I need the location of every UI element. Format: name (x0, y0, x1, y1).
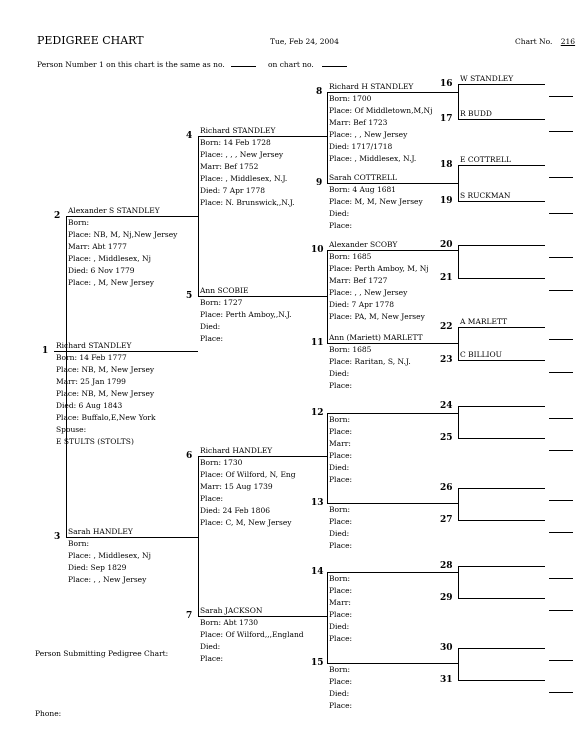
person-detail: Place: (200, 654, 224, 663)
person-detail: Spouse: (56, 425, 87, 434)
person-detail: Place: M, M, New Jersey (329, 197, 423, 206)
person-detail: Born: (68, 539, 89, 548)
person-detail: Place: (329, 586, 353, 595)
continuation-blank (549, 692, 573, 693)
person-detail: Died: 6 Aug 1843 (56, 401, 123, 410)
person-detail: Born: (329, 415, 350, 424)
person-number: 1 (42, 346, 49, 356)
person-detail: Born: Abt 1730 (200, 618, 259, 627)
person-name: Sarah JACKSON (200, 606, 263, 615)
connector-8-9 (327, 92, 328, 183)
person-detail: Place: (329, 517, 353, 526)
person-detail: Place: , , New Jersey (68, 575, 147, 584)
person-name: Alexander SCOBY (329, 240, 398, 249)
person-detail: Marr: (329, 439, 351, 448)
person-detail: Place: , Middlesex, N.J. (329, 154, 417, 163)
person-number: 7 (186, 611, 193, 621)
connector-gen5 (458, 84, 459, 119)
person-name: Richard H STANDLEY (329, 82, 414, 91)
person-detail: Marr: 15 Aug 1739 (200, 482, 273, 491)
person-detail: Place: PA, M, New Jersey (329, 312, 425, 321)
person-detail: Died: Sep 1829 (68, 563, 127, 572)
person-detail: Died: 1717/1718 (329, 142, 393, 151)
person-detail: Place: (329, 610, 353, 619)
continuation-blank (549, 372, 573, 373)
person-detail: Born: (329, 665, 350, 674)
person-number: 26 (440, 483, 453, 493)
person-name: Alexander S STANDLEY (68, 206, 160, 215)
person-detail: Place: , , New Jersey (329, 130, 408, 139)
person-line (458, 438, 545, 439)
person-detail: Died: (329, 689, 350, 698)
person-detail: Died: (329, 622, 350, 631)
connector-gen5 (458, 245, 459, 278)
person-detail: Born: (329, 505, 350, 514)
person-number: 5 (186, 291, 193, 301)
person-detail: Died: 6 Nov 1779 (68, 266, 135, 275)
person-detail: Place: (200, 494, 224, 503)
connector-gen5 (458, 327, 459, 360)
same-as-text: Person Number 1 on this chart is the same as no. (37, 60, 225, 69)
continuation-blank (549, 532, 573, 533)
person-detail: Died: (329, 369, 350, 378)
phone-label: Phone: (35, 709, 62, 718)
person-line (458, 598, 545, 599)
connector-14-15 (327, 572, 328, 663)
on-chart-blank (322, 58, 347, 67)
person-number: 17 (440, 114, 453, 124)
person-detail: Marr: (329, 598, 351, 607)
continuation-blank (549, 339, 573, 340)
person-detail: Place: , Middlesex, Nj (68, 254, 151, 263)
chart-number: 216 (560, 37, 576, 46)
person-line (458, 680, 545, 681)
person-detail: Marr: Bef 1727 (329, 276, 388, 285)
person-detail: Place: Buffalo,E,New York (56, 413, 156, 422)
submitter-label: Person Submitting Pedigree Chart: (35, 649, 169, 658)
person-number: 2 (54, 211, 61, 221)
person-name: S RUCKMAN (460, 191, 511, 200)
person-line (458, 278, 545, 279)
connector-gen5 (458, 406, 459, 438)
person-number: 22 (440, 322, 453, 332)
person-number: 3 (54, 532, 61, 542)
person-detail: Died: (200, 322, 221, 331)
person-detail: Marr: 25 Jan 1799 (56, 377, 126, 386)
person-detail: Place: (329, 677, 353, 686)
connector-gen5 (458, 566, 459, 598)
person-number: 14 (311, 567, 324, 577)
same-as-row (37, 58, 256, 71)
person-line (458, 566, 545, 567)
person-detail: Marr: Bef 1752 (200, 162, 259, 171)
person-number: 16 (440, 79, 453, 89)
person-number: 28 (440, 561, 453, 571)
connector-2-3 (66, 216, 67, 537)
person-detail: E STULTS (STOLTS) (56, 437, 134, 446)
continuation-blank (549, 500, 573, 501)
continuation-blank (549, 578, 573, 579)
person-number: 15 (311, 658, 324, 668)
person-name: A MARLETT (460, 317, 508, 326)
person-number: 18 (440, 160, 453, 170)
person-number: 25 (440, 433, 453, 443)
person-detail: Place: , , New Jersey (329, 288, 408, 297)
person-detail: Place: , , , New Jersey (200, 150, 284, 159)
chart-date: Tue, Feb 24, 2004 (270, 37, 339, 46)
continuation-blank (549, 131, 573, 132)
person-name: C BILLIOU (460, 350, 502, 359)
person-number: 6 (186, 451, 193, 461)
person-number: 8 (316, 87, 323, 97)
connector-gen5 (458, 165, 459, 201)
person-number: 11 (311, 338, 324, 348)
person-detail: Place: (329, 475, 353, 484)
person-detail: Place: Of Wilford,,,England (200, 630, 304, 639)
person-line (458, 245, 545, 246)
same-as-blank (231, 58, 256, 67)
continuation-blank (549, 610, 573, 611)
person-detail: Died: 7 Apr 1778 (329, 300, 394, 309)
person-line (458, 648, 545, 649)
person-detail: Place: (329, 221, 353, 230)
chart-title: PEDIGREE CHART (37, 34, 144, 47)
person-number: 20 (440, 240, 453, 250)
person-detail: Place: , Middlesex, N.J. (200, 174, 288, 183)
person-detail: Born: 1685 (329, 345, 372, 354)
continuation-blank (549, 418, 573, 419)
on-chart-row (268, 58, 347, 71)
continuation-blank (549, 660, 573, 661)
person-name: Sarah COTTRELL (329, 173, 397, 182)
person-detail: Place: Perth Amboy,,N.J. (200, 310, 292, 319)
person-detail: Place: Perth Amboy, M, Nj (329, 264, 429, 273)
continuation-blank (549, 213, 573, 214)
connector-6-7 (198, 456, 199, 616)
continuation-blank (549, 450, 573, 451)
connector-gen5 (458, 488, 459, 520)
connector-12-13 (327, 413, 328, 503)
person-detail: Born: 1727 (200, 298, 243, 307)
person-detail: Place: (329, 451, 353, 460)
person-number: 31 (440, 675, 453, 685)
person-detail: Place: Of Middletown,M,Nj (329, 106, 433, 115)
continuation-blank (549, 257, 573, 258)
person-line (458, 488, 545, 489)
continuation-blank (549, 96, 573, 97)
person-detail: Died: (329, 209, 350, 218)
person-detail: Place: Raritan, S, N.J. (329, 357, 411, 366)
person-number: 4 (186, 131, 193, 141)
person-detail: Born: (68, 218, 89, 227)
person-detail: Born: 14 Feb 1777 (56, 353, 127, 362)
person-detail: Died: 7 Apr 1778 (200, 186, 265, 195)
person-detail: Place: (329, 381, 353, 390)
person-detail: Place: Of Wilford, N, Eng (200, 470, 296, 479)
person-detail: Place: NB, M, Nj,New Jersey (68, 230, 178, 239)
person-detail: Born: 14 Feb 1728 (200, 138, 271, 147)
person-number: 24 (440, 401, 453, 411)
person-detail: Place: (200, 334, 224, 343)
person-detail: Place: (329, 634, 353, 643)
connector-10-11 (327, 250, 328, 343)
person-number: 30 (440, 643, 453, 653)
chart-number-label: Chart No. (515, 37, 553, 46)
person-number: 12 (311, 408, 324, 418)
person-name: Ann (Mariett) MARLETT (329, 333, 423, 342)
person-detail: Born: 1685 (329, 252, 372, 261)
connector-gen5 (458, 648, 459, 680)
person-detail: Died: (329, 463, 350, 472)
person-detail: Marr: Abt 1777 (68, 242, 127, 251)
person-number: 19 (440, 196, 453, 206)
person-name: R BUDD (460, 109, 492, 118)
person-detail: Place: (329, 427, 353, 436)
connector-4-5 (198, 136, 199, 296)
person-detail: Place: (329, 701, 353, 710)
chart-number-row (515, 36, 575, 48)
person-name: Richard STANDLEY (200, 126, 276, 135)
person-detail: Place: NB, M, New Jersey (56, 389, 155, 398)
person-detail: Place: (329, 541, 353, 550)
person-number: 23 (440, 355, 453, 365)
person-detail: Died: 24 Feb 1806 (200, 506, 270, 515)
person-name: Ann SCOBIE (200, 286, 249, 295)
person-detail: Born: 1730 (200, 458, 243, 467)
person-name: Richard HANDLEY (200, 446, 273, 455)
continuation-blank (549, 177, 573, 178)
person-name: Richard STANDLEY (56, 341, 132, 350)
on-chart-text: on chart no. (268, 60, 314, 69)
person-name: E COTTRELL (460, 155, 511, 164)
person-detail: Place: , M, New Jersey (68, 278, 155, 287)
person-name: Sarah HANDLEY (68, 527, 133, 536)
person-number: 29 (440, 593, 453, 603)
person-detail: Marr: Bef 1723 (329, 118, 388, 127)
person-number: 9 (316, 178, 323, 188)
person-detail: Died: (329, 529, 350, 538)
person-number: 10 (311, 245, 324, 255)
person-number: 27 (440, 515, 453, 525)
person-number: 21 (440, 273, 453, 283)
person-number: 13 (311, 498, 324, 508)
person-line (458, 520, 545, 521)
person-line (458, 406, 545, 407)
person-name: W STANDLEY (460, 74, 514, 83)
continuation-blank (549, 290, 573, 291)
person-detail: Place: NB, M, New Jersey (56, 365, 155, 374)
person-detail: Born: (329, 574, 350, 583)
person-detail: Place: , Middlesex, Nj (68, 551, 151, 560)
person-detail: Place: C, M, New Jersey (200, 518, 292, 527)
person-detail: Born: 4 Aug 1681 (329, 185, 397, 194)
person-detail: Place: N. Brunswick,,N.J. (200, 198, 295, 207)
person-detail: Died: (200, 642, 221, 651)
person-detail: Born: 1700 (329, 94, 372, 103)
